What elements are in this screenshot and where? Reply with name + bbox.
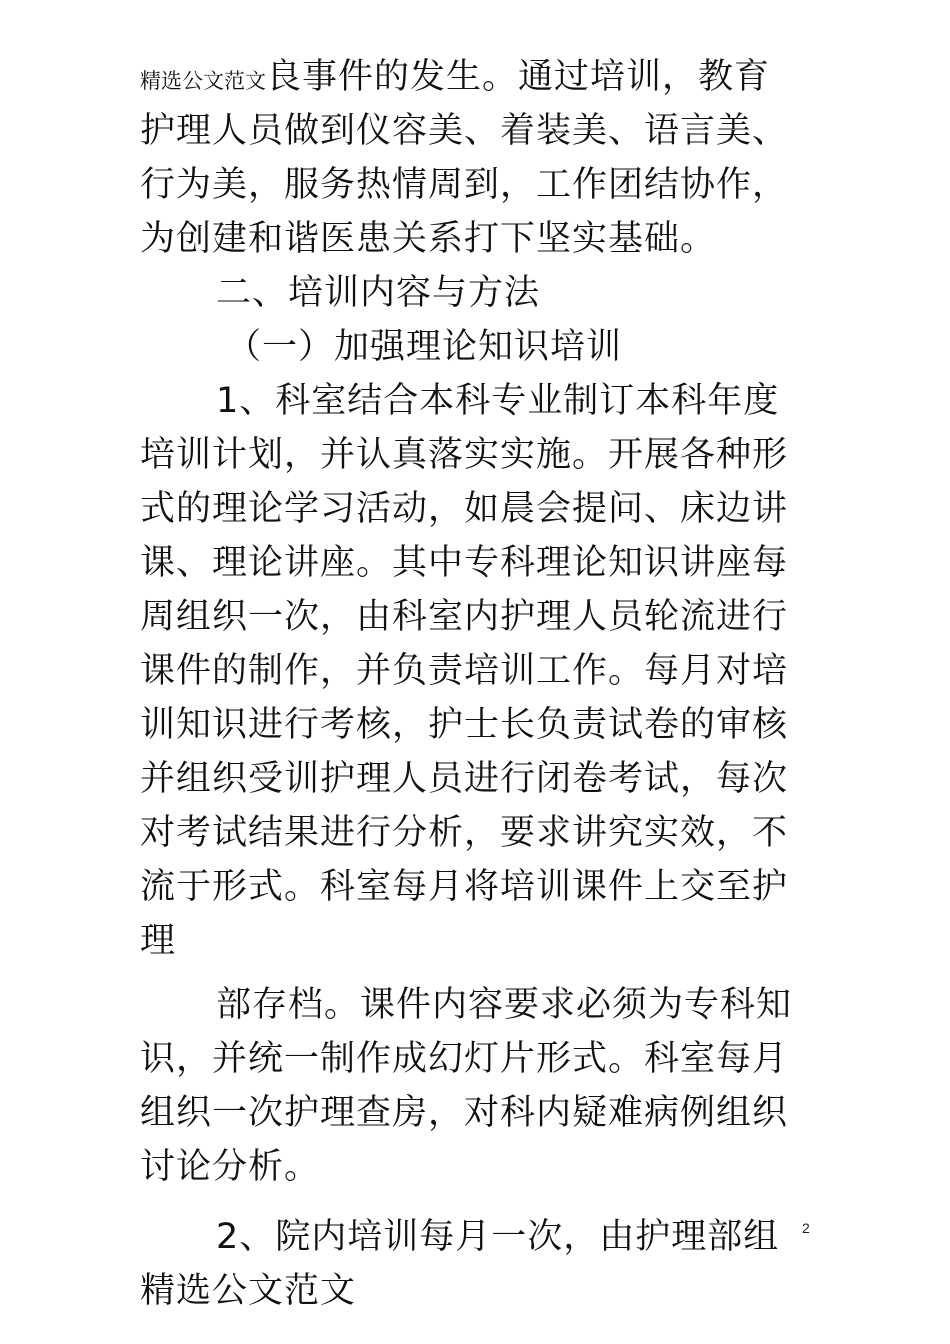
page-number: 2 [802, 1220, 810, 1236]
paragraph-line: 并组织受训护理人员进行闭卷考试，每次 [140, 759, 789, 799]
paragraph-line: 行为美，服务热情周到，工作团结协作， [140, 165, 789, 205]
paragraph-line: 式的理论学习活动，如晨会提问、床边讲 [140, 489, 789, 529]
paragraph-line: 对考试结果进行分析，要求讲究实效，不 [140, 813, 789, 853]
footer-label: 精选公文范文 [140, 1271, 357, 1311]
paragraph-text: 良事件的发生。通过培训，教育 [266, 57, 771, 97]
paragraph-line: 周组织一次，由科室内护理人员轮流进行 [140, 597, 789, 637]
paragraph-line: 训知识进行考核，护士长负责试卷的审核 [140, 705, 789, 745]
paragraph-line [140, 50, 840, 104]
paragraph-line: 讨论分析。 [140, 1147, 321, 1187]
paragraph-line: 2、院内培训每月一次，由护理部组 [216, 1217, 780, 1257]
paragraph-line: 识，并统一制作成幻灯片形式。科室每月 [140, 1039, 789, 1079]
paragraph-line: 组织一次护理查房，对科内疑难病例组织 [140, 1093, 789, 1133]
subsection-heading: （一）加强理论知识培训 [226, 327, 623, 367]
paragraph-line: 理 [140, 921, 177, 961]
paragraph-line: 课件的制作，并负责培训工作。每月对培 [140, 651, 789, 691]
paragraph-line: 为创建和谐医患关系打下坚实基础。 [140, 219, 717, 259]
paragraph-line: 护理人员做到仪容美、着装美、语言美、 [140, 111, 789, 151]
paragraph-line: 课、理论讲座。其中专科理论知识讲座每 [140, 543, 789, 583]
document-body [140, 50, 840, 1318]
paragraph-line: 流于形式。科室每月将培训课件上交至护 [140, 867, 789, 907]
paragraph-line: 1、科室结合本科专业制订本科年度 [216, 381, 780, 421]
section-heading: 二、培训内容与方法 [216, 273, 541, 313]
paragraph-line: 培训计划，并认真落实实施。开展各种形 [140, 435, 789, 475]
paragraph-line: 部存档。课件内容要求必须为专科知 [216, 985, 793, 1025]
header-label: 精选公文范文 [140, 69, 266, 93]
